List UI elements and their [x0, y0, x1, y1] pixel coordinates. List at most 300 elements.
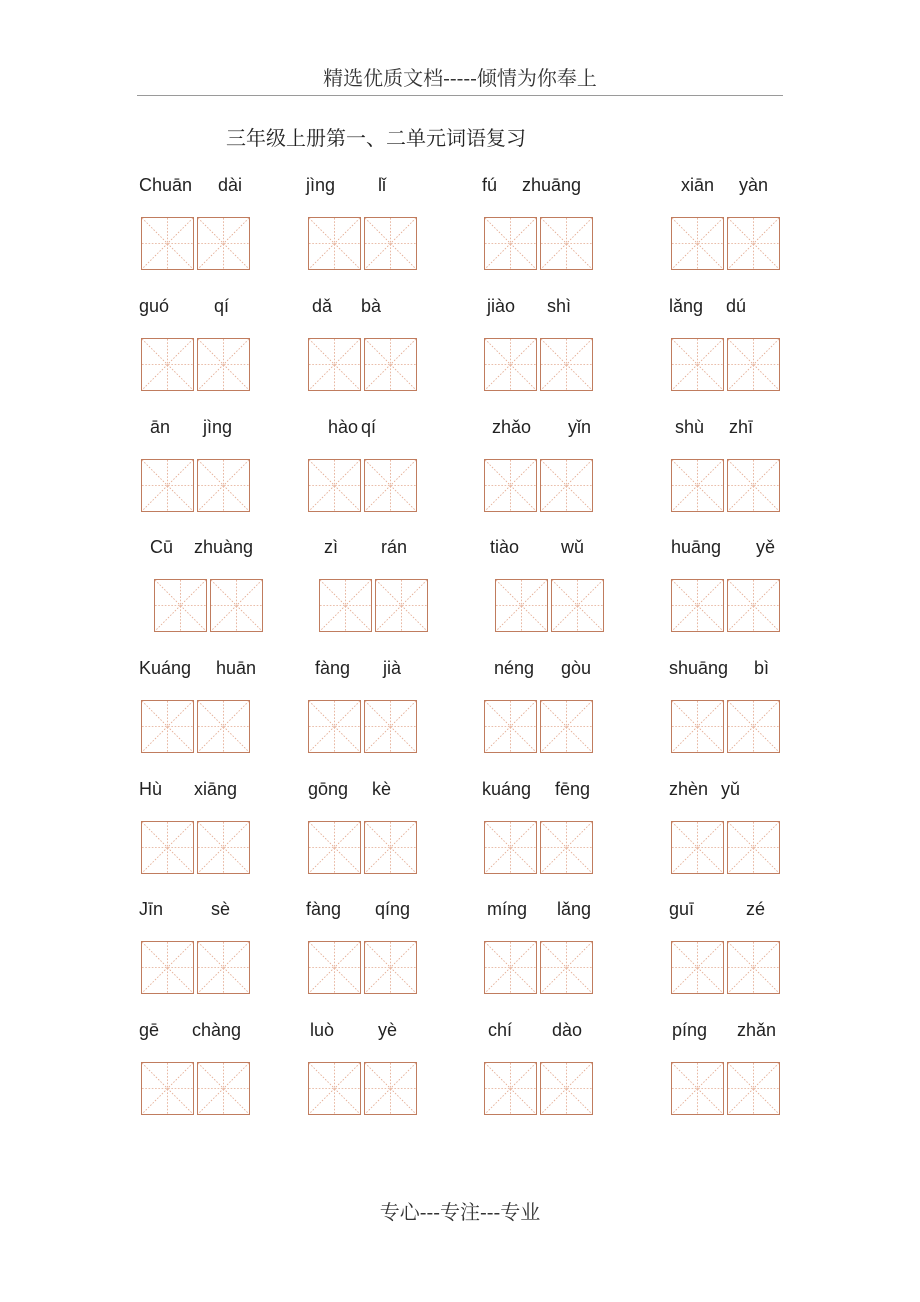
mizige-guides — [485, 1063, 536, 1114]
writing-boxes — [141, 821, 250, 874]
word-item — [669, 658, 829, 768]
mizige-guides — [672, 701, 723, 752]
pinyin-syllable: bì — [754, 658, 770, 678]
pinyin-syllable: hào — [328, 417, 359, 437]
mizige-guides — [728, 580, 779, 631]
pinyin-syllable: guī — [669, 899, 695, 919]
mizige-guides — [541, 339, 592, 390]
writing-boxes — [308, 1062, 417, 1115]
word-item — [139, 296, 299, 406]
word-item — [669, 537, 829, 647]
character-writing-box[interactable] — [141, 459, 194, 512]
worksheet-title: 三年级上册第一、二单元词语复习 — [226, 126, 526, 150]
character-writing-box[interactable] — [375, 579, 428, 632]
pinyin-syllable: jià — [383, 658, 402, 678]
character-writing-box[interactable] — [540, 700, 593, 753]
character-writing-box[interactable] — [364, 700, 417, 753]
character-writing-box[interactable] — [364, 338, 417, 391]
word-item — [139, 658, 299, 768]
character-writing-box[interactable] — [210, 579, 263, 632]
word-item — [482, 175, 642, 285]
mizige-guides — [672, 460, 723, 511]
word-item — [139, 417, 299, 527]
header-divider — [137, 95, 783, 96]
word-item — [482, 1020, 642, 1130]
mizige-guides — [728, 218, 779, 269]
word-item — [482, 417, 642, 527]
pinyin-syllable: yè — [378, 1020, 398, 1040]
pinyin-syllable: guó — [139, 296, 170, 316]
pinyin-syllable: sè — [211, 899, 231, 919]
character-writing-box[interactable] — [364, 459, 417, 512]
mizige-guides — [309, 460, 360, 511]
character-writing-box[interactable] — [540, 459, 593, 512]
character-writing-box[interactable] — [727, 941, 780, 994]
pinyin-line — [669, 296, 829, 320]
pinyin-syllable: Jīn — [139, 899, 164, 919]
character-writing-box[interactable] — [540, 1062, 593, 1115]
character-writing-box[interactable] — [308, 217, 361, 270]
pinyin-line — [482, 296, 642, 320]
pinyin-syllable: kuáng — [482, 779, 532, 799]
pinyin-syllable: zhǎo — [492, 417, 532, 437]
mizige-guides — [672, 580, 723, 631]
writing-boxes — [141, 1062, 250, 1115]
mizige-guides — [728, 1063, 779, 1114]
writing-boxes — [484, 338, 593, 391]
writing-boxes — [484, 217, 593, 270]
mizige-guides — [672, 942, 723, 993]
page-footer: 专心---专注---专业 — [379, 1200, 541, 1224]
word-row — [0, 296, 920, 406]
writing-boxes — [319, 579, 428, 632]
pinyin-syllable: fú — [482, 175, 498, 195]
mizige-guides — [672, 1063, 723, 1114]
mizige-guides — [365, 460, 416, 511]
character-writing-box[interactable] — [141, 941, 194, 994]
character-writing-box[interactable] — [197, 700, 250, 753]
pinyin-syllable: yě — [756, 537, 776, 557]
character-writing-box[interactable] — [364, 821, 417, 874]
pinyin-syllable: zhī — [729, 417, 754, 437]
character-writing-box[interactable] — [308, 941, 361, 994]
character-writing-box[interactable] — [197, 1062, 250, 1115]
word-item — [139, 175, 299, 285]
mizige-guides — [728, 822, 779, 873]
mizige-guides — [541, 460, 592, 511]
mizige-guides — [541, 942, 592, 993]
character-writing-box[interactable] — [154, 579, 207, 632]
character-writing-box[interactable] — [308, 700, 361, 753]
word-item — [669, 417, 829, 527]
pinyin-line — [139, 417, 299, 441]
pinyin-line — [139, 658, 299, 682]
character-writing-box[interactable] — [141, 821, 194, 874]
character-writing-box[interactable] — [671, 338, 724, 391]
pinyin-syllable: lǎng — [669, 296, 704, 316]
writing-boxes — [671, 700, 780, 753]
mizige-guides — [142, 701, 193, 752]
mizige-guides — [496, 580, 547, 631]
character-writing-box[interactable] — [551, 579, 604, 632]
word-item — [139, 779, 299, 889]
pinyin-syllable: huān — [216, 658, 257, 678]
character-writing-box[interactable] — [727, 821, 780, 874]
mizige-guides — [485, 701, 536, 752]
pinyin-line — [669, 658, 829, 682]
mizige-guides — [198, 701, 249, 752]
mizige-guides — [198, 218, 249, 269]
pinyin-syllable: Chuān — [139, 175, 193, 195]
writing-boxes — [671, 217, 780, 270]
word-row — [0, 1020, 920, 1130]
mizige-guides — [485, 942, 536, 993]
mizige-guides — [309, 218, 360, 269]
word-item — [482, 658, 642, 768]
pinyin-syllable: zhèn — [669, 779, 709, 799]
mizige-guides — [552, 580, 603, 631]
pinyin-line — [482, 658, 642, 682]
mizige-guides — [142, 460, 193, 511]
pinyin-line — [139, 1020, 299, 1044]
pinyin-syllable: gòu — [561, 658, 592, 678]
pinyin-line — [482, 1020, 642, 1044]
pinyin-syllable: yǔ — [721, 779, 741, 799]
character-writing-box[interactable] — [484, 700, 537, 753]
word-item — [139, 1020, 299, 1130]
pinyin-syllable: wǔ — [561, 537, 585, 557]
pinyin-line — [482, 899, 642, 923]
mizige-guides — [142, 218, 193, 269]
writing-boxes — [141, 338, 250, 391]
word-item — [306, 779, 466, 889]
pinyin-syllable: gōng — [308, 779, 349, 799]
pinyin-line — [306, 417, 466, 441]
writing-boxes — [671, 941, 780, 994]
writing-boxes — [495, 579, 604, 632]
character-writing-box[interactable] — [727, 579, 780, 632]
word-item — [669, 296, 829, 406]
mizige-guides — [142, 822, 193, 873]
pinyin-syllable: bà — [361, 296, 382, 316]
pinyin-syllable: huāng — [671, 537, 722, 557]
mizige-guides — [541, 701, 592, 752]
character-writing-box[interactable] — [197, 941, 250, 994]
writing-boxes — [671, 1062, 780, 1115]
writing-boxes — [484, 821, 593, 874]
pinyin-line — [482, 779, 642, 803]
writing-boxes — [308, 941, 417, 994]
mizige-guides — [541, 218, 592, 269]
writing-boxes — [484, 700, 593, 753]
mizige-guides — [541, 822, 592, 873]
pinyin-syllable: jiào — [487, 296, 516, 316]
pinyin-syllable: yǐn — [568, 417, 592, 437]
character-writing-box[interactable] — [364, 1062, 417, 1115]
writing-boxes — [308, 338, 417, 391]
word-row — [0, 899, 920, 1009]
pinyin-line — [482, 417, 642, 441]
character-writing-box[interactable] — [540, 821, 593, 874]
mizige-guides — [485, 339, 536, 390]
mizige-guides — [365, 822, 416, 873]
pinyin-line — [139, 175, 299, 199]
word-row — [0, 658, 920, 768]
pinyin-syllable: míng — [487, 899, 528, 919]
word-item — [306, 899, 466, 1009]
mizige-guides — [672, 218, 723, 269]
page-header: 精选优质文档-----倾情为你奉上 — [323, 66, 597, 90]
pinyin-syllable: xiān — [681, 175, 715, 195]
word-item — [482, 537, 642, 647]
mizige-guides — [309, 942, 360, 993]
pinyin-line — [139, 296, 299, 320]
writing-boxes — [671, 579, 780, 632]
character-writing-box[interactable] — [484, 459, 537, 512]
pinyin-line — [306, 537, 466, 561]
character-writing-box[interactable] — [141, 217, 194, 270]
mizige-guides — [728, 460, 779, 511]
pinyin-syllable: píng — [672, 1020, 708, 1040]
word-item — [669, 899, 829, 1009]
character-writing-box[interactable] — [197, 338, 250, 391]
word-item — [306, 1020, 466, 1130]
pinyin-syllable: dài — [218, 175, 243, 195]
character-writing-box[interactable] — [141, 1062, 194, 1115]
pinyin-syllable: qí — [214, 296, 230, 316]
pinyin-syllable: zhuàng — [194, 537, 254, 557]
word-item — [482, 296, 642, 406]
word-row — [0, 779, 920, 889]
pinyin-syllable: Hù — [139, 779, 163, 799]
mizige-guides — [142, 1063, 193, 1114]
pinyin-syllable: dú — [726, 296, 747, 316]
word-row — [0, 417, 920, 527]
mizige-guides — [365, 1063, 416, 1114]
word-row — [0, 537, 920, 647]
pinyin-syllable: néng — [494, 658, 535, 678]
character-writing-box[interactable] — [308, 459, 361, 512]
pinyin-line — [669, 175, 829, 199]
pinyin-syllable: Kuáng — [139, 658, 192, 678]
character-writing-box[interactable] — [671, 579, 724, 632]
mizige-guides — [198, 339, 249, 390]
writing-boxes — [671, 821, 780, 874]
pinyin-syllable: zhǎn — [737, 1020, 777, 1040]
character-writing-box[interactable] — [727, 700, 780, 753]
word-item — [306, 175, 466, 285]
mizige-guides — [365, 339, 416, 390]
word-item — [306, 537, 466, 647]
pinyin-syllable: fàng — [315, 658, 351, 678]
character-writing-box[interactable] — [141, 700, 194, 753]
pinyin-line — [669, 779, 829, 803]
pinyin-syllable: lǎng — [557, 899, 592, 919]
mizige-guides — [376, 580, 427, 631]
writing-boxes — [484, 459, 593, 512]
mizige-guides — [365, 701, 416, 752]
pinyin-syllable: qí — [361, 417, 377, 437]
character-writing-box[interactable] — [141, 338, 194, 391]
mizige-guides — [309, 822, 360, 873]
writing-boxes — [308, 459, 417, 512]
character-writing-box[interactable] — [540, 338, 593, 391]
writing-boxes — [141, 217, 250, 270]
character-writing-box[interactable] — [671, 700, 724, 753]
word-row — [0, 175, 920, 285]
mizige-guides — [485, 218, 536, 269]
pinyin-line — [306, 175, 466, 199]
mizige-guides — [198, 460, 249, 511]
pinyin-syllable: fàng — [306, 899, 342, 919]
mizige-guides — [320, 580, 371, 631]
character-writing-box[interactable] — [671, 821, 724, 874]
pinyin-syllable: kè — [372, 779, 392, 799]
character-writing-box[interactable] — [540, 217, 593, 270]
pinyin-line — [306, 296, 466, 320]
character-writing-box[interactable] — [484, 338, 537, 391]
character-writing-box[interactable] — [308, 821, 361, 874]
pinyin-line — [306, 1020, 466, 1044]
pinyin-line — [482, 537, 642, 561]
mizige-guides — [485, 460, 536, 511]
pinyin-syllable: jìng — [306, 175, 336, 195]
pinyin-syllable: tiào — [490, 537, 520, 557]
character-writing-box[interactable] — [197, 217, 250, 270]
writing-boxes — [141, 941, 250, 994]
pinyin-syllable: zì — [324, 537, 339, 557]
pinyin-syllable: luò — [310, 1020, 335, 1040]
mizige-guides — [309, 1063, 360, 1114]
pinyin-syllable: yàn — [739, 175, 769, 195]
pinyin-line — [139, 899, 299, 923]
writing-boxes — [484, 941, 593, 994]
pinyin-line — [482, 175, 642, 199]
pinyin-syllable: gē — [139, 1020, 160, 1040]
mizige-guides — [211, 580, 262, 631]
writing-boxes — [671, 338, 780, 391]
character-writing-box[interactable] — [197, 821, 250, 874]
mizige-guides — [309, 339, 360, 390]
character-writing-box[interactable] — [727, 459, 780, 512]
word-item — [669, 1020, 829, 1130]
pinyin-line — [306, 779, 466, 803]
pinyin-syllable: ān — [150, 417, 171, 437]
character-writing-box[interactable] — [495, 579, 548, 632]
mizige-guides — [309, 701, 360, 752]
mizige-guides — [198, 942, 249, 993]
pinyin-syllable: xiāng — [194, 779, 238, 799]
pinyin-syllable: chàng — [192, 1020, 242, 1040]
writing-boxes — [308, 821, 417, 874]
writing-boxes — [308, 700, 417, 753]
character-writing-box[interactable] — [484, 217, 537, 270]
character-writing-box[interactable] — [671, 1062, 724, 1115]
character-writing-box[interactable] — [308, 1062, 361, 1115]
pinyin-syllable: chí — [488, 1020, 513, 1040]
writing-boxes — [154, 579, 263, 632]
pinyin-line — [669, 899, 829, 923]
word-item — [482, 899, 642, 1009]
mizige-guides — [728, 942, 779, 993]
character-writing-box[interactable] — [197, 459, 250, 512]
word-item — [306, 658, 466, 768]
writing-boxes — [671, 459, 780, 512]
character-writing-box[interactable] — [364, 217, 417, 270]
pinyin-syllable: fēng — [555, 779, 591, 799]
mizige-guides — [672, 822, 723, 873]
character-writing-box[interactable] — [364, 941, 417, 994]
word-item — [669, 175, 829, 285]
pinyin-line — [139, 537, 299, 561]
pinyin-syllable: shuāng — [669, 658, 729, 678]
pinyin-syllable: lǐ — [378, 175, 386, 195]
pinyin-syllable: dǎ — [312, 296, 333, 316]
pinyin-syllable: zhuāng — [522, 175, 582, 195]
mizige-guides — [142, 942, 193, 993]
mizige-guides — [672, 339, 723, 390]
character-writing-box[interactable] — [484, 821, 537, 874]
word-item — [669, 779, 829, 889]
pinyin-line — [306, 899, 466, 923]
mizige-guides — [365, 942, 416, 993]
pinyin-syllable: qíng — [375, 899, 411, 919]
pinyin-syllable: dào — [552, 1020, 583, 1040]
mizige-guides — [541, 1063, 592, 1114]
writing-boxes — [141, 459, 250, 512]
writing-boxes — [484, 1062, 593, 1115]
writing-boxes — [308, 217, 417, 270]
word-item — [306, 417, 466, 527]
character-writing-box[interactable] — [727, 1062, 780, 1115]
word-item — [139, 537, 299, 647]
character-writing-box[interactable] — [671, 217, 724, 270]
pinyin-line — [669, 1020, 829, 1044]
mizige-guides — [485, 822, 536, 873]
mizige-guides — [198, 822, 249, 873]
pinyin-syllable: rán — [381, 537, 408, 557]
mizige-guides — [198, 1063, 249, 1114]
word-item — [482, 779, 642, 889]
pinyin-line — [139, 779, 299, 803]
word-item — [139, 899, 299, 1009]
word-item — [306, 296, 466, 406]
mizige-guides — [728, 339, 779, 390]
character-writing-box[interactable] — [484, 941, 537, 994]
pinyin-syllable: shù — [675, 417, 705, 437]
pinyin-line — [306, 658, 466, 682]
pinyin-syllable: shì — [547, 296, 572, 316]
character-writing-box[interactable] — [540, 941, 593, 994]
pinyin-line — [669, 537, 829, 561]
character-writing-box[interactable] — [727, 338, 780, 391]
mizige-guides — [728, 701, 779, 752]
character-writing-box[interactable] — [727, 217, 780, 270]
mizige-guides — [155, 580, 206, 631]
pinyin-syllable: zé — [746, 899, 766, 919]
character-writing-box[interactable] — [671, 459, 724, 512]
character-writing-box[interactable] — [308, 338, 361, 391]
pinyin-syllable: Cū — [150, 537, 174, 557]
writing-boxes — [141, 700, 250, 753]
mizige-guides — [365, 218, 416, 269]
pinyin-line — [669, 417, 829, 441]
pinyin-syllable: jìng — [203, 417, 233, 437]
character-writing-box[interactable] — [319, 579, 372, 632]
mizige-guides — [142, 339, 193, 390]
character-writing-box[interactable] — [671, 941, 724, 994]
character-writing-box[interactable] — [484, 1062, 537, 1115]
